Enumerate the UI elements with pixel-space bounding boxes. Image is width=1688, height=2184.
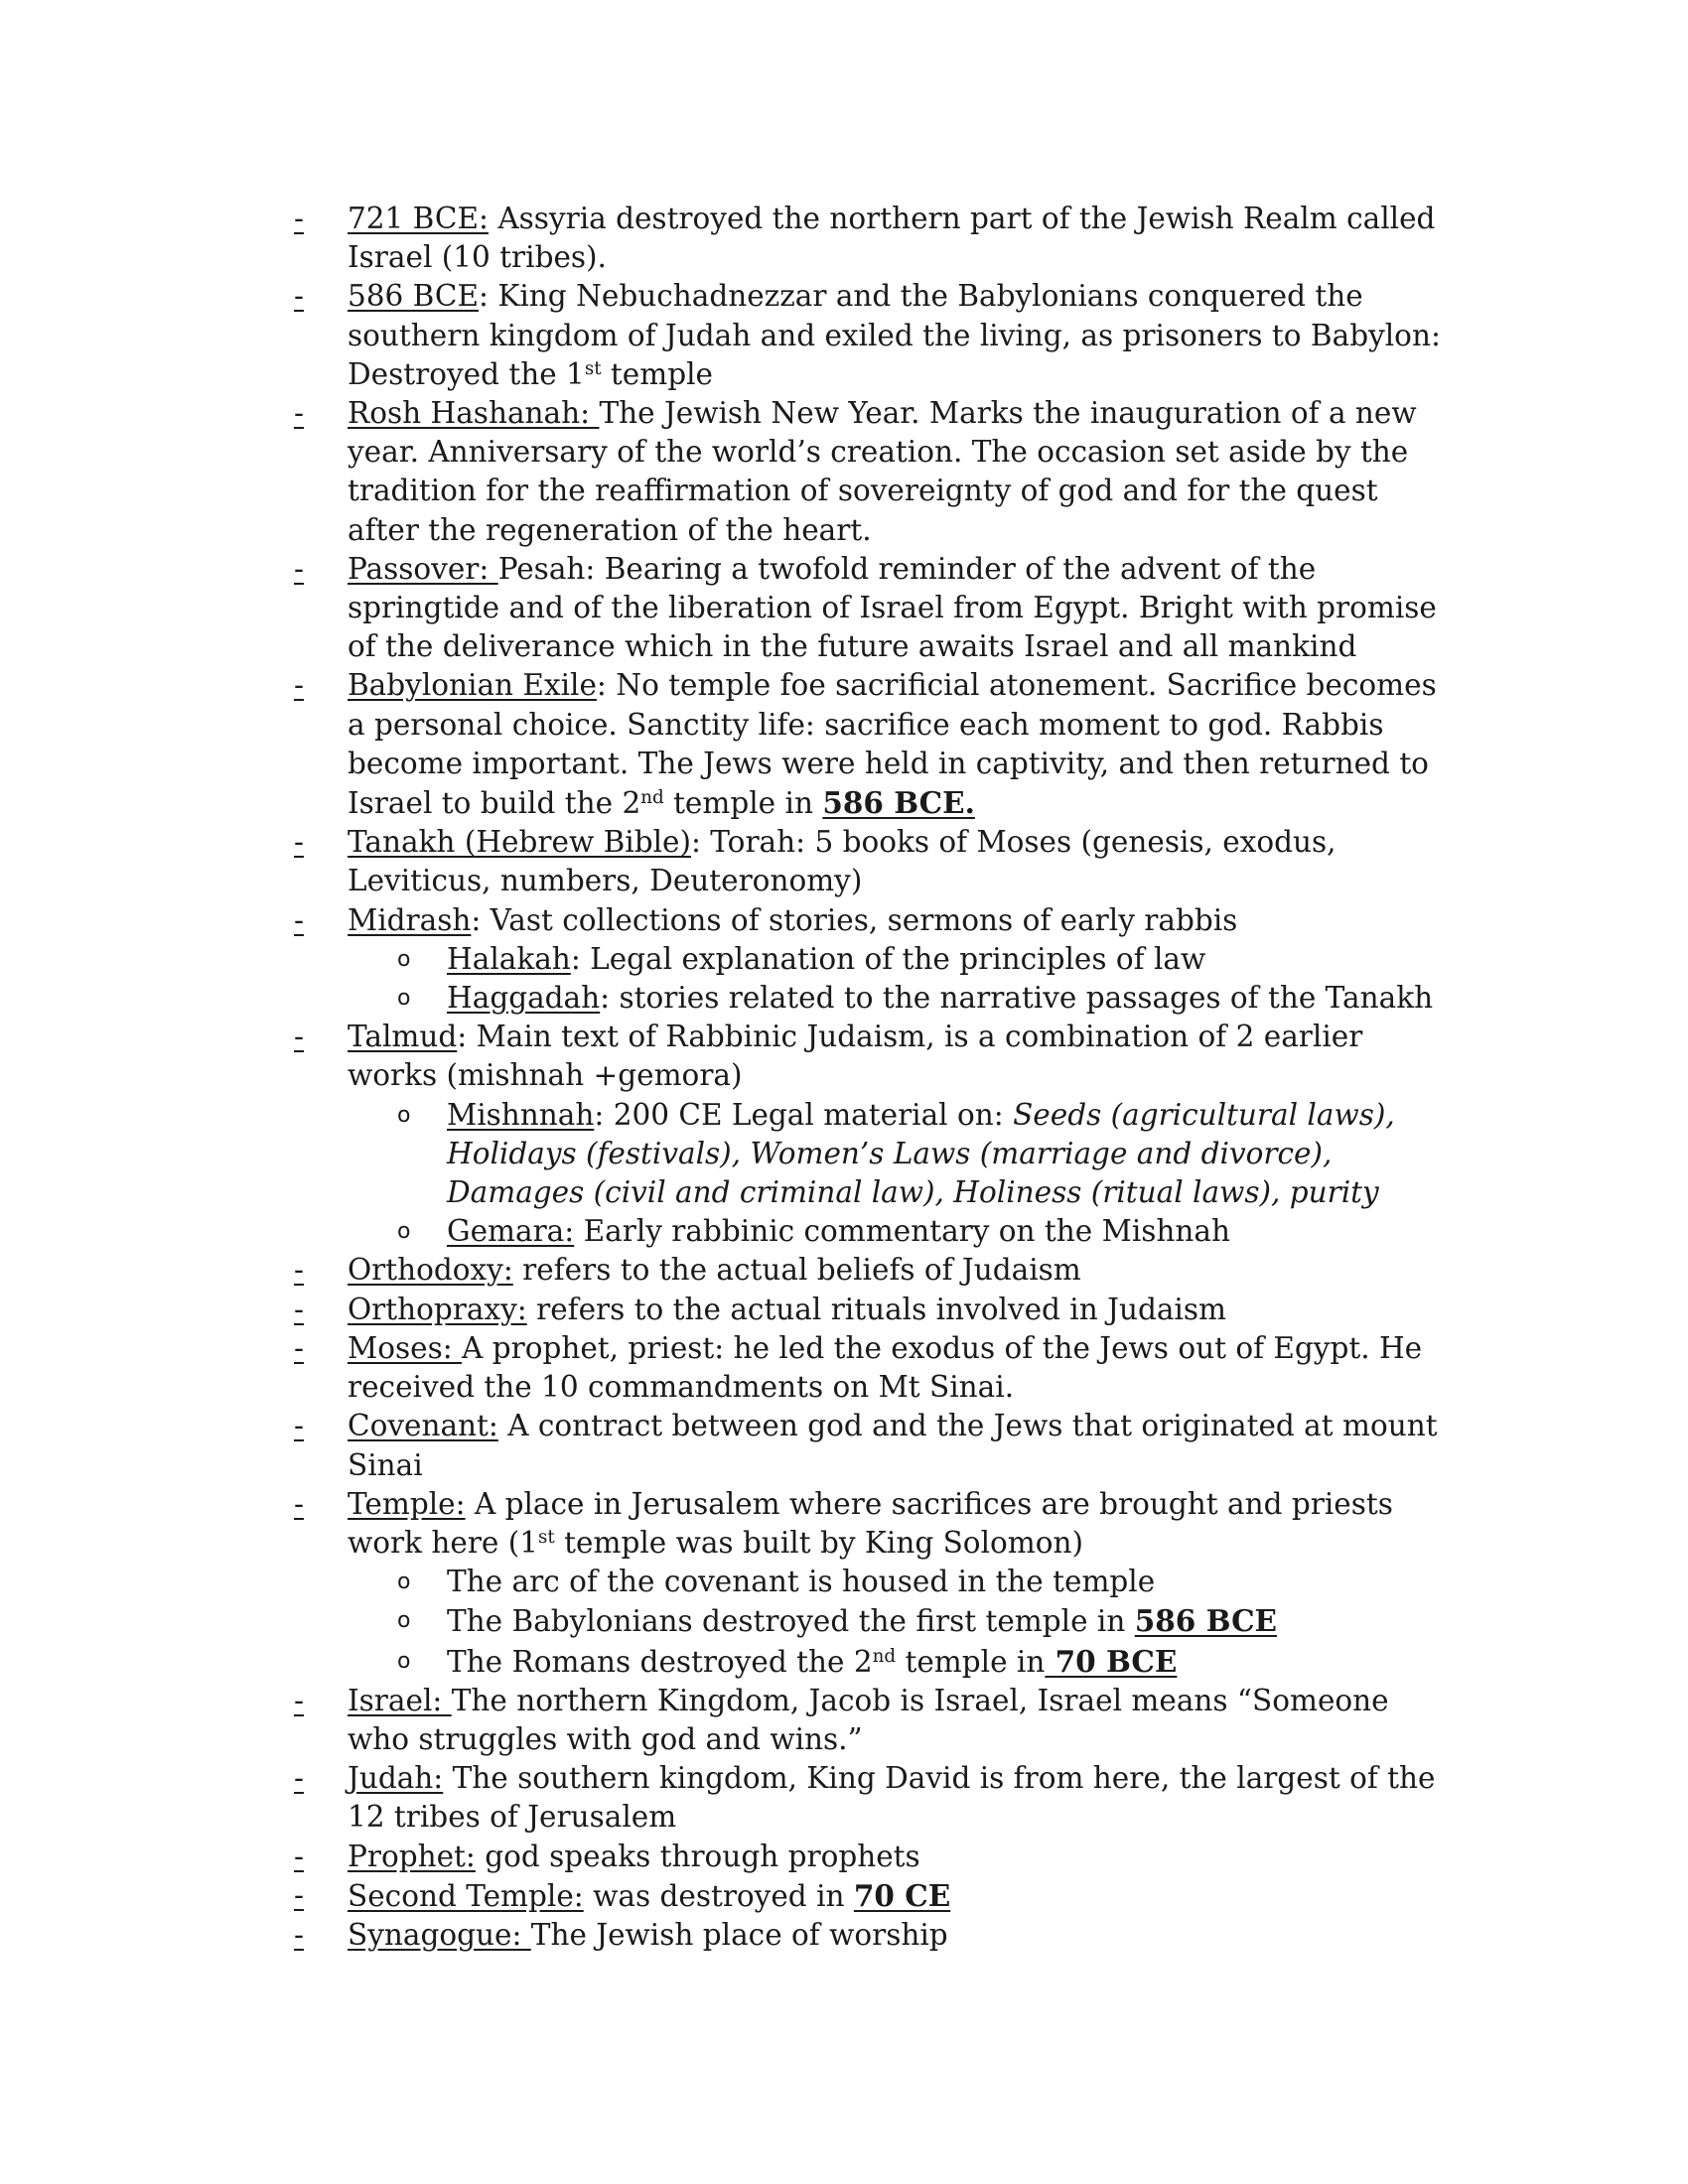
sub-item-haggadah bbox=[294, 979, 1446, 1018]
list-item-synagogue bbox=[294, 1916, 1446, 1955]
bullet-dash: - bbox=[294, 1020, 304, 1054]
definition: : Main text of Rabbinic Judaism, is a combination of 2 earlier works (mishnah +gemora) bbox=[348, 1020, 1363, 1093]
term: Prophet: bbox=[348, 1839, 476, 1873]
term: 721 BCE: bbox=[348, 202, 489, 235]
definition: Assyria destroyed the northern part of the Jewish Realm called Israel (10 tribes). bbox=[348, 202, 1436, 275]
bullet-dash: - bbox=[294, 1330, 304, 1365]
bullet-circle: o bbox=[397, 1648, 411, 1674]
sub-item-babylonians bbox=[294, 1601, 1446, 1641]
definition: : Vast collections of stories, sermons of early rabbis bbox=[471, 902, 1238, 937]
sub-text: The Romans destroyed the 2 bbox=[447, 1644, 873, 1679]
term: Orthodoxy: bbox=[348, 1253, 513, 1288]
highlight-date: 586 BCE. bbox=[822, 785, 975, 821]
list-item-moses bbox=[294, 1329, 1446, 1407]
term: Babylonian Exile bbox=[348, 668, 597, 703]
term: Halakah bbox=[447, 941, 571, 976]
ordinal-suffix: st bbox=[584, 357, 602, 379]
term: Orthopraxy: bbox=[348, 1292, 527, 1326]
term: Mishnnah bbox=[447, 1097, 595, 1132]
bullet-dash: - bbox=[294, 825, 304, 860]
term: Gemara: bbox=[447, 1214, 575, 1249]
definition: : 200 CE Legal material on: bbox=[594, 1097, 1014, 1132]
term: Midrash bbox=[348, 902, 472, 937]
term: Passover: bbox=[348, 551, 498, 586]
bullet-dash: - bbox=[294, 1409, 304, 1443]
term: Haggadah bbox=[447, 981, 601, 1016]
definition-end: temple was built by King Solomon) bbox=[554, 1525, 1084, 1560]
list-item-covenant bbox=[294, 1407, 1446, 1484]
notes-page bbox=[294, 200, 1446, 1955]
bullet-circle: o bbox=[397, 946, 411, 972]
bullet-circle: o bbox=[397, 1570, 411, 1595]
bullet-dash: - bbox=[294, 1877, 304, 1912]
bullet-dash: - bbox=[294, 668, 304, 703]
bullet-circle: o bbox=[397, 1219, 411, 1245]
definition: No temple foe sacrificial atonement. Sacrifice becomes a personal choice. Sanctity life: sacrifice each moment to god. Rabbis become important. The Jews were held in captivity, and then returned to Israel to build the 2 bbox=[348, 668, 1437, 821]
sub-item-halakah bbox=[294, 940, 1446, 979]
definition: refers to the actual beliefs of Judaism bbox=[512, 1253, 1081, 1288]
term: Moses: bbox=[348, 1330, 463, 1365]
definition: A prophet, priest: he led the exodus of the Jews out of Egypt. He received the 10 commandments on Mt Sinai. bbox=[348, 1330, 1423, 1405]
italic-categories: Seeds (agricultural laws), Holidays (festivals), Women’s Laws (marriage and divorce), Damages (civil and criminal law), Holiness (ritual laws), purity bbox=[447, 1097, 1395, 1210]
bullet-dash: - bbox=[294, 1292, 304, 1326]
bullet-circle: o bbox=[397, 986, 411, 1012]
term: Second Temple: bbox=[348, 1878, 584, 1913]
list-item-586-bce bbox=[294, 277, 1446, 394]
term: Temple: bbox=[348, 1486, 466, 1521]
definition: : stories related to the narrative passages of the Tanakh bbox=[600, 981, 1434, 1016]
term: Rosh Hashanah: bbox=[348, 396, 600, 431]
ordinal-suffix: nd bbox=[872, 1645, 897, 1667]
bullet-dash: - bbox=[294, 1839, 304, 1873]
highlight-date: 70 BCE bbox=[1045, 1643, 1178, 1679]
ordinal-suffix: nd bbox=[640, 787, 664, 808]
list-item-second-temple bbox=[294, 1876, 1446, 1916]
list-item-orthopraxy bbox=[294, 1291, 1446, 1329]
sub-item-gemara bbox=[294, 1212, 1446, 1251]
term: 586 BCE bbox=[348, 279, 480, 314]
term: Israel: bbox=[348, 1683, 452, 1717]
sub-text: The arc of the covenant is housed in the temple bbox=[447, 1565, 1156, 1599]
highlight-date: 586 BCE bbox=[1134, 1603, 1278, 1639]
list-item-orthodoxy bbox=[294, 1251, 1446, 1290]
definition: The northern Kingdom, Jacob is Israel, Israel means “Someone who struggles with god and wins.” bbox=[348, 1683, 1389, 1756]
list-item-prophet bbox=[294, 1838, 1446, 1876]
definition: The Jewish place of worship bbox=[530, 1917, 948, 1952]
bullet-dash: - bbox=[294, 279, 304, 314]
sub-text: The Babylonians destroyed the first temple in bbox=[447, 1604, 1135, 1639]
bullet-circle: o bbox=[397, 1608, 411, 1634]
sub-item-romans bbox=[294, 1642, 1446, 1682]
list-item-talmud bbox=[294, 1018, 1446, 1095]
definition: Pesah: Bearing a twofold reminder of the advent of the springtide and of the liberation of Israel from Egypt. Bright with promise of the deliverance which in the future awaits Israel and all mankind bbox=[348, 551, 1437, 664]
definition: was destroyed in bbox=[583, 1878, 854, 1913]
list-item-babylonian-exile bbox=[294, 666, 1446, 823]
bullet-dash: - bbox=[294, 396, 304, 431]
definition: The southern kingdom, King David is from here, the largest of the 12 tribes of Jerusalem bbox=[348, 1761, 1436, 1835]
term: Synagogue: bbox=[348, 1917, 531, 1952]
colon: : bbox=[596, 668, 617, 703]
bullet-dash: - bbox=[294, 902, 304, 937]
definition: : Torah: 5 books of Moses (genesis, exodus, Leviticus, numbers, Deuteronomy) bbox=[348, 825, 1336, 898]
list-item-rosh-hashanah bbox=[294, 394, 1446, 550]
list-item-judah bbox=[294, 1759, 1446, 1837]
list-item-midrash bbox=[294, 901, 1446, 940]
sub-text-end: temple in bbox=[896, 1644, 1046, 1679]
highlight-date: 70 CE bbox=[853, 1877, 951, 1913]
term: Covenant: bbox=[348, 1409, 498, 1443]
definition: A place in Jerusalem where sacrifices are brought and priests work here (1 bbox=[348, 1486, 1393, 1560]
term: Tanakh (Hebrew Bible) bbox=[348, 825, 691, 860]
bullet-dash: - bbox=[294, 1683, 304, 1717]
bullet-dash: - bbox=[294, 1917, 304, 1952]
definition: god speaks through prophets bbox=[475, 1839, 920, 1873]
list-item-tanakh bbox=[294, 823, 1446, 900]
definition: The Jewish New Year. Marks the inauguration of a new year. Anniversary of the world’s creation. The occasion set aside by the tradition for the reaffirmation of sovereignty of god and for the quest after the regeneration of the heart. bbox=[348, 396, 1417, 547]
definition: : Legal explanation of the principles of law bbox=[570, 941, 1206, 976]
bullet-dash: - bbox=[294, 1761, 304, 1796]
list-item-passover bbox=[294, 550, 1446, 667]
definition-end: temple bbox=[601, 356, 713, 391]
definition: A contract between god and the Jews that originated at mount Sinai bbox=[348, 1409, 1438, 1482]
sub-item-mishnah bbox=[294, 1096, 1446, 1213]
bullet-dash: - bbox=[294, 202, 304, 235]
bullet-dash: - bbox=[294, 551, 304, 586]
bullet-dash: - bbox=[294, 1253, 304, 1288]
term: Judah: bbox=[348, 1761, 444, 1796]
list-item-721-bce bbox=[294, 200, 1446, 277]
sub-item-arc bbox=[294, 1563, 1446, 1601]
ordinal-suffix: st bbox=[538, 1526, 555, 1548]
term: Talmud bbox=[348, 1020, 458, 1054]
definition: refers to the actual rituals involved in Judaism bbox=[526, 1292, 1226, 1326]
list-item-israel bbox=[294, 1682, 1446, 1759]
definition-mid: temple in bbox=[663, 786, 823, 821]
bullet-circle: o bbox=[397, 1102, 411, 1128]
bullet-dash: - bbox=[294, 1486, 304, 1521]
definition: Early rabbinic commentary on the Mishnah bbox=[574, 1214, 1230, 1249]
definition: : King Nebuchadnezzar and the Babylonians conquered the southern kingdom of Judah and exiled the living, as prisoners to Babylon: Destroyed the 1 bbox=[348, 279, 1441, 391]
list-item-temple bbox=[294, 1485, 1446, 1563]
